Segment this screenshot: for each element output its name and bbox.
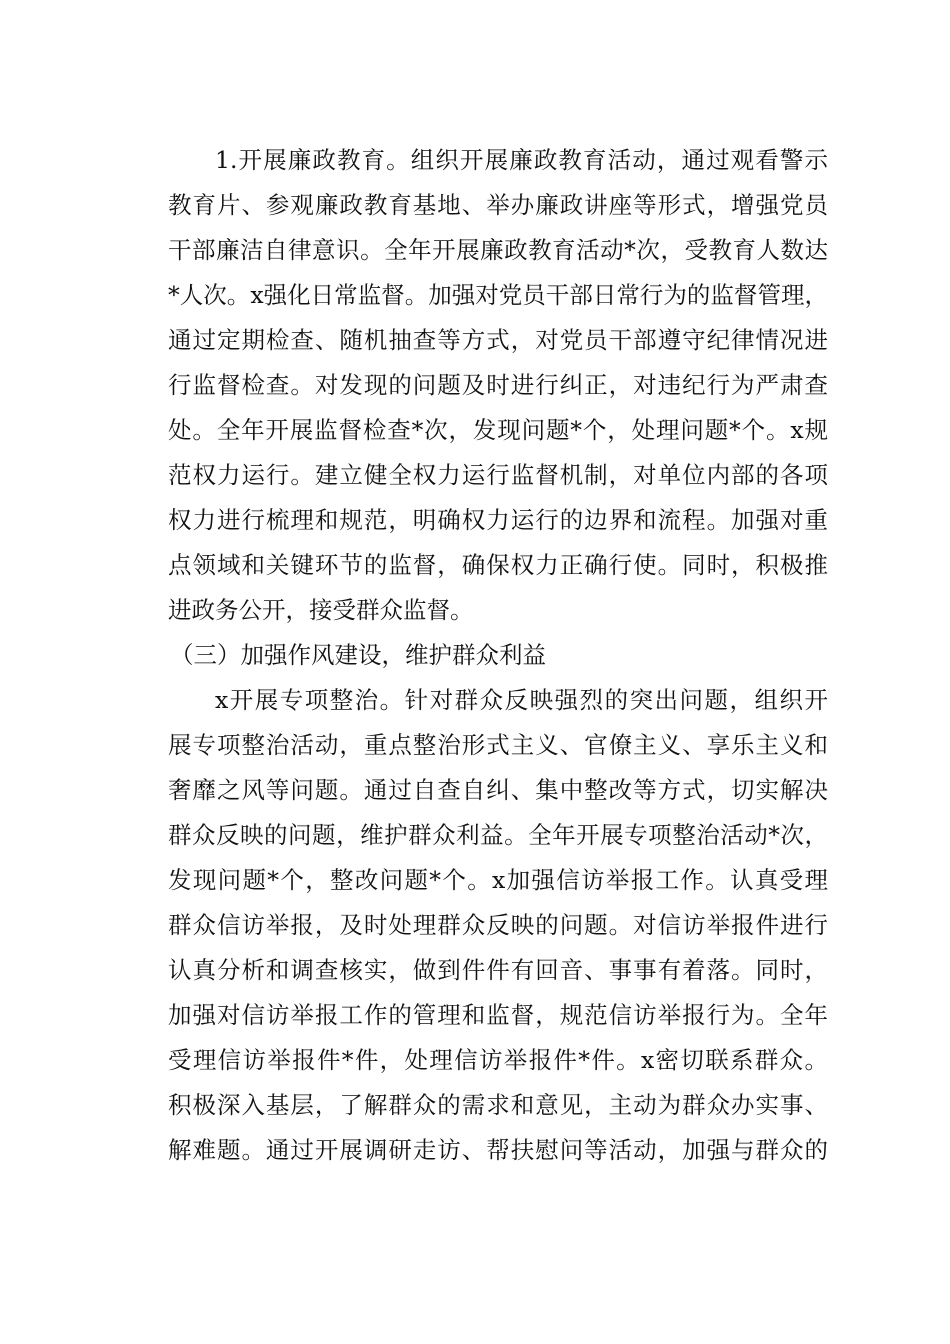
paragraph-line: 行监督检查。对发现的问题及时进行纠正，对违纪行为严肃查 [168,371,828,399]
paragraph-line: 群众信访举报，及时处理群众反映的问题。对信访举报件进行 [168,911,828,939]
paragraph-line: 群众反映的问题，维护群众利益。全年开展专项整治活动*次， [168,821,828,849]
paragraph-line: 奢靡之风等问题。通过自查自纠、集中整改等方式，切实解决 [168,776,828,804]
paragraph-line: 进政务公开，接受群众监督。 [168,596,474,624]
paragraph-line: 通过定期检查、随机抽查等方式，对党员干部遵守纪律情况进 [168,326,828,354]
paragraph-line: 点领域和关键环节的监督，确保权力正确行使。同时，积极推 [168,551,828,579]
paragraph-line: 受理信访举报件*件，处理信访举报件*件。x密切联系群众。 [168,1046,828,1074]
paragraph-line: 展专项整治活动，重点整治形式主义、官僚主义、享乐主义和 [168,731,828,759]
paragraph-line: 干部廉洁自律意识。全年开展廉政教育活动*次，受教育人数达 [168,236,828,264]
paragraph-line: 解难题。通过开展调研走访、帮扶慰问等活动，加强与群众的 [168,1136,828,1164]
paragraph-line: x开展专项整治。针对群众反映强烈的突出问题，组织开 [215,686,828,714]
paragraph-line: *人次。x强化日常监督。加强对党员干部日常行为的监督管理， [168,281,828,309]
paragraph-line: 教育片、参观廉政教育基地、举办廉政讲座等形式，增强党员 [168,191,828,219]
paragraph-line: 认真分析和调查核实，做到件件有回音、事事有着落。同时， [168,956,828,984]
section-heading: （三）加强作风建设，维护群众利益 [170,641,546,669]
paragraph-line: 权力进行梳理和规范，明确权力运行的边界和流程。加强对重 [168,506,828,534]
paragraph-line: 加强对信访举报工作的管理和监督，规范信访举报行为。全年 [168,1001,828,1029]
paragraph-line: 处。全年开展监督检查*次，发现问题*个，处理问题*个。x规 [168,416,828,444]
paragraph-line: 发现问题*个，整改问题*个。x加强信访举报工作。认真受理 [168,866,828,894]
paragraph-line: 1.开展廉政教育。组织开展廉政教育活动，通过观看警示 [215,146,828,174]
paragraph-line: 范权力运行。建立健全权力运行监督机制，对单位内部的各项 [168,461,828,489]
paragraph-line: 积极深入基层，了解群众的需求和意见，主动为群众办实事、 [168,1091,828,1119]
